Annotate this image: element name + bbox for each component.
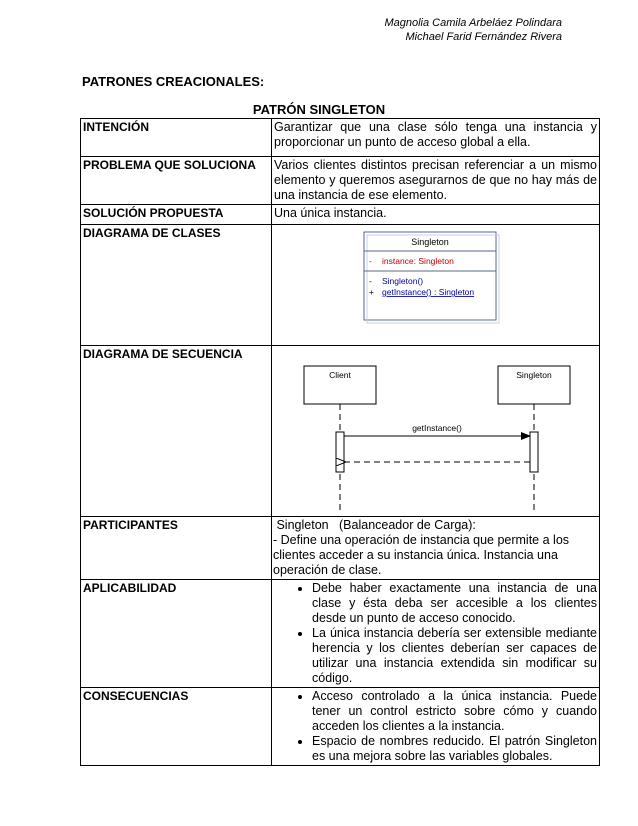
row-secuencia	[81, 346, 600, 517]
consecuencias-list	[274, 689, 597, 764]
sequence-diagram	[272, 346, 602, 512]
text-problema: Varios clientes distintos precisan referenciar a un mismo elemento y queremos asegurarnos de que no hay más de una instancia de ese elemento.	[272, 157, 600, 205]
consecuencias-item: • Acceso controlado a la única instancia. Puede tener un control estricto sobre cómo y cuando acceden los clientes a la instancia.	[312, 689, 597, 734]
op1-visibility: -	[369, 276, 372, 286]
row-solucion	[81, 205, 600, 225]
row-participantes	[81, 517, 600, 580]
row-clases	[81, 225, 600, 346]
lifeline-singleton-label: Singleton	[516, 370, 552, 380]
sequence-diagram-cell	[272, 346, 600, 517]
class-diagram	[272, 225, 602, 341]
activation-client	[336, 432, 344, 472]
label-problema: PROBLEMA QUE SOLUCIONA	[81, 157, 272, 205]
class-attribute: instance: Singleton	[382, 256, 454, 266]
label-solucion: SOLUCIÓN PROPUESTA	[81, 205, 272, 225]
class-operation-getinstance: getInstance() : Singleton	[382, 287, 475, 297]
text-aplicabilidad	[272, 580, 600, 688]
lifeline-client-label: Client	[329, 370, 351, 380]
label-secuencia: DIAGRAMA DE SECUENCIA	[81, 346, 272, 517]
text-solucion: Una única instancia.	[272, 205, 600, 225]
row-intencion	[81, 119, 600, 157]
text-participantes	[272, 517, 600, 580]
aplicabilidad-item: • La única instancia debería ser extensible mediante herencia y los clientes deberían ser capaces de utilizar una instancia extendida sin modificar su código.	[312, 626, 597, 686]
label-consecuencias: CONSECUENCIAS	[81, 688, 272, 766]
section-title: PATRONES CREACIONALES:	[82, 74, 265, 89]
row-aplicabilidad	[81, 580, 600, 688]
pattern-title: PATRÓN SINGLETON	[252, 102, 386, 117]
attr-visibility: -	[369, 256, 372, 266]
class-name: Singleton	[411, 237, 449, 247]
author-1: Magnolia Camila Arbeláez Polindara	[384, 17, 562, 29]
participante-nombre: Singleton (Balanceador de Carga):	[273, 518, 476, 532]
pattern-table	[80, 118, 600, 766]
participante-descripcion: - Define una operación de instancia que permite a los clientes acceder a su instancia única. Instancia una operación de clase.	[273, 533, 570, 577]
class-diagram-cell	[272, 225, 600, 346]
aplicabilidad-list	[274, 581, 597, 686]
label-participantes: PARTICIPANTES	[81, 517, 272, 580]
row-problema	[81, 157, 600, 205]
row-consecuencias	[81, 688, 600, 766]
message-getinstance-label: getInstance()	[412, 423, 462, 433]
label-aplicabilidad: APLICABILIDAD	[81, 580, 272, 688]
aplicabilidad-item: • Debe haber exactamente una instancia de una clase y ésta deba ser accesible a los clientes desde un punto de acceso conocido.	[312, 581, 597, 626]
authors	[384, 16, 562, 44]
op2-visibility: +	[369, 287, 374, 297]
text-consecuencias	[272, 688, 600, 766]
class-operation-constructor: Singleton()	[382, 276, 424, 286]
text-intencion: Garantizar que una clase sólo tenga una instancia y proporcionar un punto de acceso global a ella.	[272, 119, 600, 157]
activation-singleton	[530, 432, 538, 472]
consecuencias-item: • Espacio de nombres reducido. El patrón Singleton es una mejora sobre las variables globales.	[312, 734, 597, 764]
label-clases: DIAGRAMA DE CLASES	[81, 225, 272, 346]
author-2: Michael Farid Fernández Rivera	[405, 31, 562, 43]
label-intencion: INTENCIÓN	[81, 119, 272, 157]
